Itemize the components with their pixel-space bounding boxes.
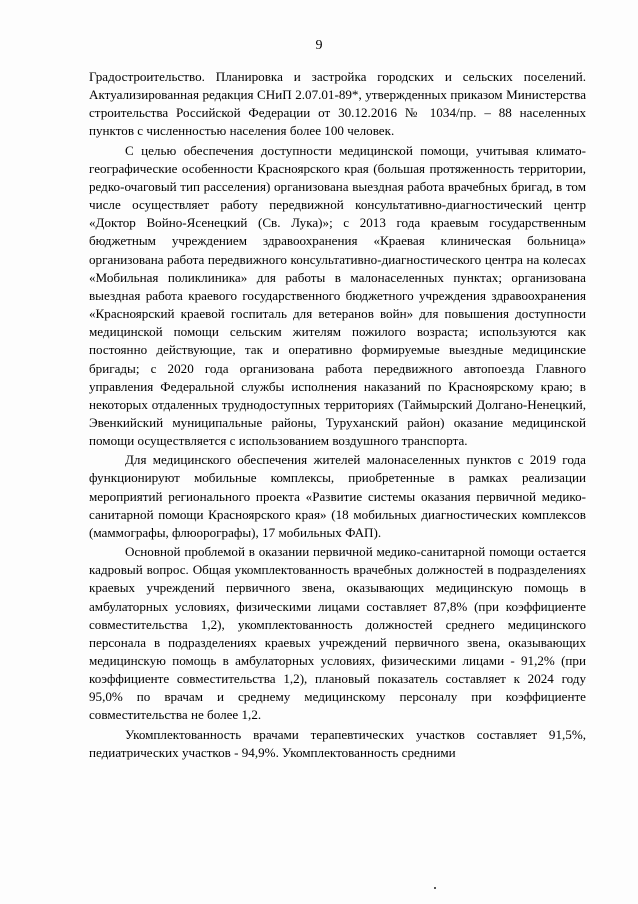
- paragraph-mobile-medical-teams: С целью обеспечения доступности медицинской помощи, учитывая климато-географические особенности Красноярского края (большая протяженность территории, редко-очаговый тип расселения) организована выездная работа врачебных бригад, в том числе осуществляет работу передвижной консультативно-диагностический центр «Доктор Войно-Ясенецкий (Св. Лука)»; с 2013 года краевым государственным бюджетным учреждением здравоохранения «Краевая клиническая больница» организована работа передвижного консультативно-диагностического центра на колесах «Мобильная поликлиника» для работы в малонаселенных пунктах; организована выездная работа краевого государственного бюджетного учреждения здравоохранения «Красноярский краевой госпиталь для ветеранов войн» для повышения доступности медицинской помощи сельским жителям пожилого возраста; используются как постоянно действующие, так и оперативно формируемые выездные медицинские бригады; с 2020 года организована работа передвижного автопоезда Главного управления Федеральной службы исполнения наказаний по Красноярскому краю; в некоторых отдаленных труднодоступных территориях (Таймырский Долгано-Ненецкий, Эвенкийский муниципальные районы, Туруханский район) оказание медицинской помощи осуществляется с использованием воздушного транспорта.: [89, 142, 586, 449]
- scan-dot: [434, 887, 436, 889]
- paragraph-mobile-complexes: Для медицинского обеспечения жителей малонаселенных пунктов с 2019 года функционируют мобильные комплексы, приобретенные в рамках реализации мероприятий регионального проекта «Развитие системы оказания первичной медико-санитарной помощи Красноярского края» (18 мобильных диагностических комплексов (маммографы, флюорографы), 17 мобильных ФАП).: [89, 452, 586, 540]
- paragraph-staffing-problem: Основной проблемой в оказании первичной медико-санитарной помощи остается кадровый вопрос. Общая укомплектованность врачебных должностей в подразделениях краевых учреждений первичного звена, оказывающих медицинскую помощь в амбулаторных условиях, физическими лицами составляет 87,8% (при коэффициенте совместительства 1,2), укомплектованность должностей среднего медицинского персонала в подразделениях краевых учреждений первичного звена, оказывающих медицинскую помощь в амбулаторных условиях, физическими лицами - 91,2% (при коэффициенте совместительства 1,2), плановый показатель составляет к 2024 году 95,0% по врачам и среднему медицинскому персоналу при коэффициенте совместительства не более 1,2.: [89, 544, 586, 723]
- paragraph-staffing-district: Укомплектованность врачами терапевтических участков составляет 91,5%, педиатрических участков - 94,9%. Укомплектованность средними: [89, 726, 586, 760]
- body-text: [89, 68, 586, 763]
- page-number: 9: [315, 38, 323, 53]
- paragraph-regulation-reference: Градостроительство. Планировка и застройка городских и сельских поселений. Актуализированная редакция СНиП 2.07.01-89*, утвержденных приказом Министерства строительства Российской Федерации от 30.12.2016 № 1034/пр. – 88 населенных пунктов с численностью населения более 100 человек.: [89, 69, 586, 139]
